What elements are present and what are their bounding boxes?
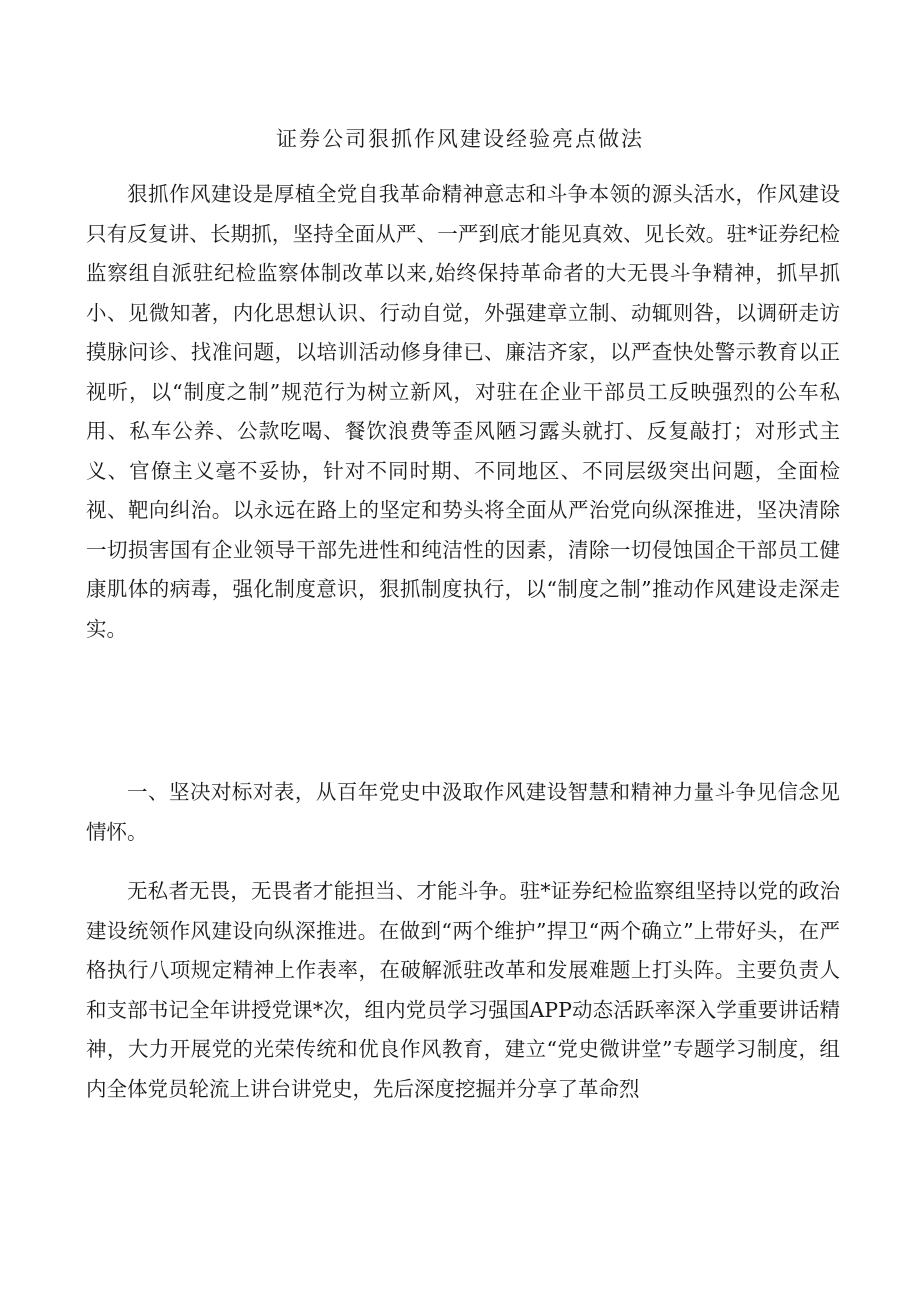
document-title: 证券公司狠抓作风建设经验亮点做法 <box>276 127 644 151</box>
section-heading-1: 一、坚决对标对表，从百年党史中汲取作风建设智慧和精神力量斗争见信念见情怀。 <box>86 780 840 844</box>
body-paragraph-section-1: 无私者无畏，无畏者才能担当、才能斗争。驻*证券纪检监察组坚持以党的政治建设统领作风建设向纵深推进。在做到“两个维护”捍卫“两个确立”上带好头，在严格执行八项规定精神上作表率，在破解派驻改革和发展难题上打头阵。主要负责人和支部书记全年讲授党课*次，组内党员学习强国APP动态活跃率深入学重要讲话精神，大力开展党的光荣传统和优良作风教育，建立“党史微讲堂”专题学习制度，组内全体党员轮流上讲台讲党史，先后深度挖掘并分享了革命烈 <box>86 879 840 1101</box>
body-paragraph-intro: 狠抓作风建设是厚植全党自我革命精神意志和斗争本领的源头活水，作风建设只有反复讲、长期抓，坚持全面从严、一严到底才能见真效、见长效。驻*证券纪检监察组自派驻纪检监察体制改革以来,始终保持革命者的大无畏斗争精神，抓早抓小、见微知著，内化思想认识、行动自觉，外强建章立制、动辄则咎，以调研走访摸脉问诊、找准问题，以培训活动修身律已、廉洁齐家，以严查快处警示教育以正视听，以“制度之制”规范行为树立新风，对驻在企业干部员工反映强烈的公车私用、私车公养、公款吃喝、餐饮浪费等歪风陋习露头就打、反复敲打；对形式主义、官僚主义毫不妥协，针对不同时期、不同地区、不同层级突出问题，全面检视、靶向纠治。以永远在路上的坚定和势头将全面从严治党向纵深推进，坚决清除一切损害国有企业领导干部先进性和纯洁性的因素，清除一切侵蚀国企干部员工健康肌体的病毒，强化制度意识，狠抓制度执行，以“制度之制”推动作风建设走深走实。 <box>86 182 840 641</box>
